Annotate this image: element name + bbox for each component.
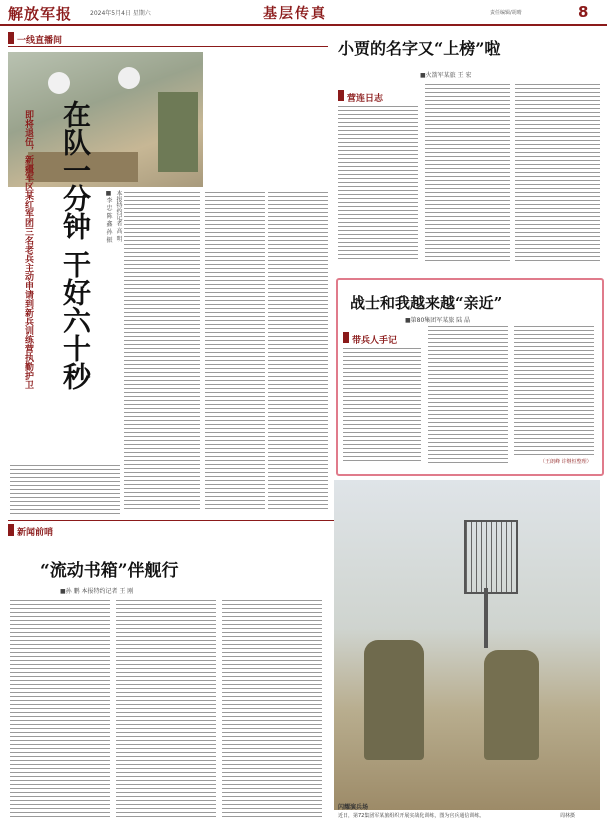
- bottom-left-column: 新闻前哨: [17, 528, 54, 538]
- antenna-grid: [464, 520, 518, 594]
- divider: [8, 46, 328, 47]
- left-story-title: 在队一分钟 干好六十秒: [59, 100, 92, 390]
- body-text: [515, 84, 600, 262]
- photo-title: 闪耀演兵场: [338, 804, 369, 811]
- left-reporter: 本报特约记者 高 明: [115, 190, 122, 242]
- bottom-left-title: “流动书箱”伴舰行: [40, 561, 179, 581]
- column-marker: [8, 524, 14, 536]
- cooking-photo: [8, 52, 203, 187]
- soldier-figure: [158, 92, 198, 172]
- antenna-mast: [484, 588, 488, 648]
- divider: [8, 520, 338, 521]
- bottom-left-byline: ■孙 鹏 本报特约记者 王 刚: [60, 588, 134, 595]
- spacer: [0, 796, 10, 806]
- column-marker: [338, 90, 344, 101]
- body-text: [10, 600, 110, 820]
- highlight-column: 带兵人手记: [352, 336, 398, 346]
- photo-caption: 近日，第72集团军某旅组织开展实战化训练，图为官兵通信训练。: [338, 813, 485, 819]
- column-marker: [8, 32, 14, 44]
- body-text: [116, 600, 216, 820]
- training-photo: [334, 480, 600, 810]
- highlight-title: 战士和我越来越“亲近”: [350, 294, 503, 312]
- soldier-figure: [364, 640, 424, 760]
- left-story-subtitle: 即将退伍，新疆军区某红军团三名老兵主动申请到新兵训练营执勤护卫: [23, 110, 33, 389]
- body-text: [338, 106, 418, 262]
- column-marker: [343, 332, 349, 343]
- chef-hat: [118, 67, 140, 89]
- soldier-figure: [484, 650, 539, 760]
- body-text: [514, 326, 594, 456]
- top-right-column: 营连日志: [347, 94, 384, 104]
- top-right-byline: ■火箭军某旅 王 宏: [420, 72, 472, 79]
- highlight-sign: （王朗峰 许继恒整理）: [540, 459, 592, 465]
- highlight-byline: ■第80集团军某旅 陆 晶: [405, 317, 471, 324]
- body-text: [205, 192, 265, 512]
- issue-date: 2024年5月4日 星期六: [90, 10, 151, 17]
- photo-credit: 周林摄: [560, 813, 576, 819]
- chef-hat: [48, 72, 70, 94]
- newspaper-logo: 解放军报: [8, 5, 73, 23]
- left-byline: ■李 忠 陈 鑫 孙 振: [105, 190, 112, 243]
- editor-credit: 责任编辑/胡晴: [490, 10, 522, 16]
- body-text: [343, 348, 421, 464]
- left-column-label: 一线直播间: [17, 36, 63, 46]
- body-text: [268, 192, 328, 512]
- body-text: [124, 192, 200, 512]
- body-text: [222, 600, 322, 820]
- body-text: [425, 84, 510, 262]
- body-text: [10, 465, 120, 515]
- top-right-title: 小贾的名字又“上榜”啦: [338, 39, 501, 58]
- section-title: 基层传真: [263, 6, 327, 22]
- body-text: [428, 326, 508, 464]
- page-number: 8: [578, 3, 589, 21]
